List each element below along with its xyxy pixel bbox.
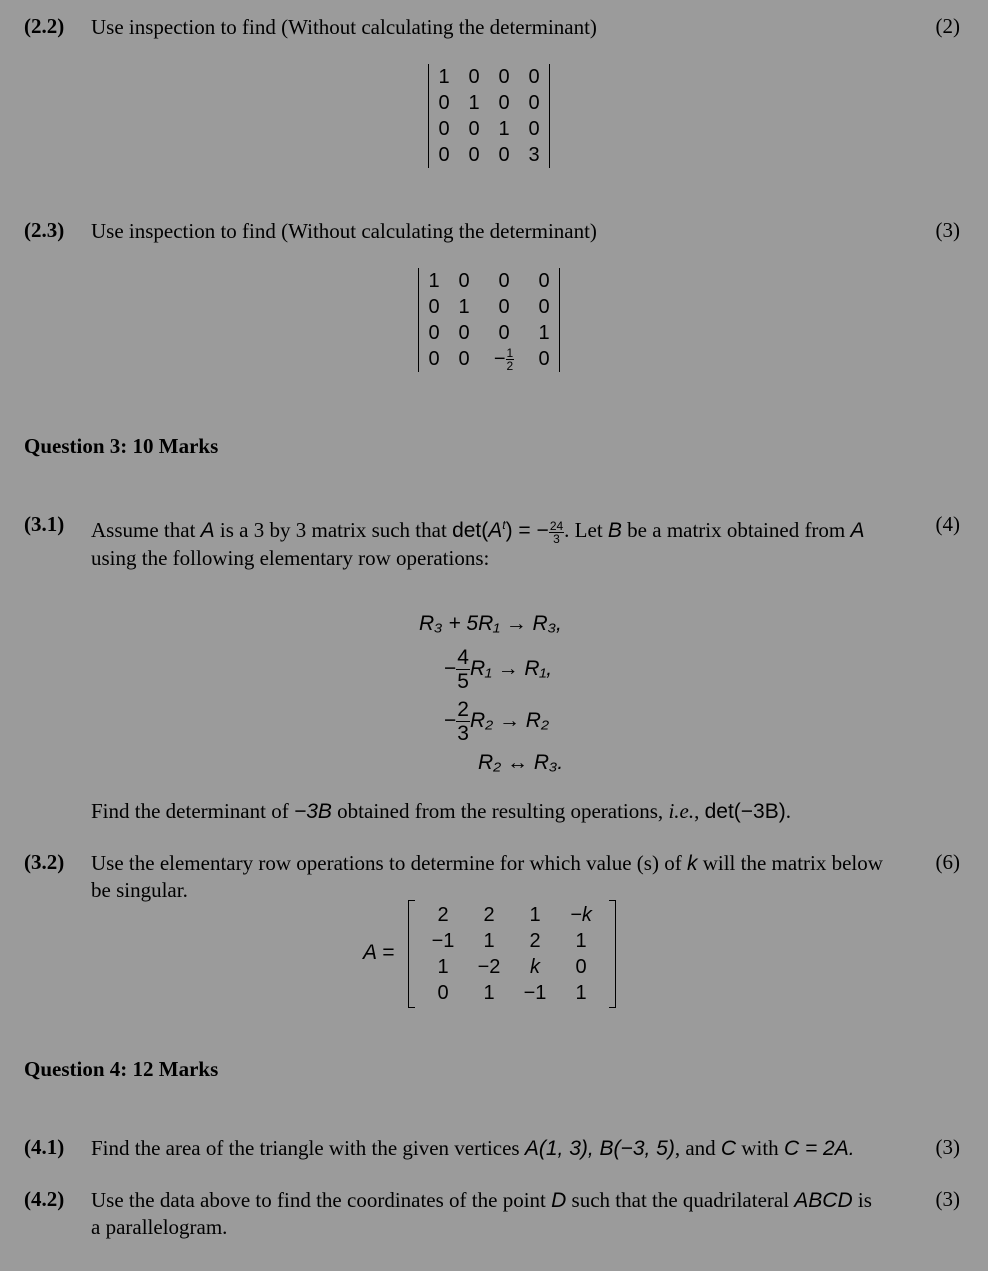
matrix-cell: 1 [483, 981, 495, 1004]
matrix-cell: 0 [498, 143, 510, 166]
matrix-cell: 0 [528, 65, 540, 88]
matrix-row [420, 954, 604, 980]
fraction-denominator: 5 [457, 670, 469, 693]
text-run: be a matrix obtained from [621, 518, 851, 542]
text-run: , [694, 799, 705, 823]
matrix-row [429, 64, 550, 90]
matrix-cell: −k [570, 903, 592, 926]
matrix-cell: 0 [468, 143, 480, 166]
matrix-cell: 0 [538, 295, 550, 318]
matrix-cell: 0 [498, 269, 510, 292]
text-run: is a 3 by 3 matrix such that [214, 518, 453, 542]
matrix-row [419, 346, 560, 372]
matrix-row [420, 980, 604, 1006]
math-var: k [686, 852, 698, 875]
fraction-numerator: 4 [457, 646, 469, 669]
text-run: , and [674, 1136, 721, 1160]
text-run: . Let [564, 518, 608, 542]
heading-title: Question 3 [24, 434, 121, 458]
question-text: Use inspection to find (Without calculating the determinant) [91, 219, 597, 243]
matrix-cell: 0 [438, 117, 450, 140]
matrix-cell: 1 [437, 955, 449, 978]
fraction [456, 646, 470, 693]
math-text: −3B [293, 800, 332, 823]
fraction-denominator: 3 [457, 722, 469, 745]
matrix-a-label [363, 941, 394, 965]
text-run: . [785, 799, 791, 823]
text-run: with [736, 1136, 784, 1160]
matrix-cell: 1 [575, 929, 587, 952]
text-run: Use the data above to find the coordinates of the point [91, 1188, 552, 1212]
matrix-row [429, 116, 550, 142]
question-number: (4.2) [24, 1187, 65, 1211]
operation-text: R₁ → R₁, [469, 657, 553, 681]
heading-title: Question 4 [24, 1057, 121, 1081]
operation-3 [444, 698, 549, 745]
matrix-cell: 1 [438, 65, 450, 88]
question-text [91, 850, 906, 903]
matrix-cell [479, 346, 529, 372]
operation-4: R₂ ↔ R₃. [478, 751, 564, 774]
text-run: a parallelogram. [91, 1215, 228, 1239]
question-text: Use inspection to find (Without calculating the determinant) [91, 15, 597, 39]
question-text [91, 798, 891, 825]
determinant-2-2 [428, 64, 550, 168]
question-number: (3.1) [24, 512, 65, 536]
matrix-row [419, 320, 560, 346]
matrix-cell: 0 [498, 91, 510, 114]
fraction-numerator: 2 [457, 698, 469, 721]
heading-marks: : 12 Marks [120, 1057, 219, 1081]
text-run: Assume that [91, 518, 201, 542]
operation-1: R₃ + 5R₁ → R₃, [419, 612, 562, 635]
determinant-2-3 [418, 268, 560, 372]
matrix-cell: 2 [437, 903, 449, 926]
operation-2 [444, 646, 552, 693]
matrix-3-2 [408, 902, 616, 1006]
matrix-row [419, 294, 560, 320]
question-number: (3.2) [24, 850, 65, 874]
matrix-cell: 0 [458, 321, 470, 344]
math-var: A [200, 519, 215, 542]
matrix-row [429, 90, 550, 116]
matrix-cell: 0 [458, 347, 470, 370]
text-run: be singular. [91, 878, 188, 902]
matrix-cell: −1 [431, 929, 455, 952]
text-run: i.e. [668, 799, 695, 823]
matrix-cell: 0 [538, 269, 550, 292]
question-number: (2.2) [24, 14, 65, 38]
question-number: (2.3) [24, 218, 65, 242]
text-run: Find the area of the triangle with the given vertices [91, 1136, 525, 1160]
matrix-cell: 0 [575, 955, 587, 978]
matrix-lhs: A = [363, 941, 395, 964]
text-run: will the matrix below [697, 851, 883, 875]
math-var: C [720, 1137, 737, 1160]
matrix-cell: 0 [428, 295, 440, 318]
matrix-cell: 0 [438, 91, 450, 114]
question-marks: (6) [935, 850, 960, 874]
text-run: such that the quadrilateral [566, 1188, 795, 1212]
question-text [91, 1187, 906, 1240]
fraction [506, 347, 515, 372]
matrix-cell: 0 [458, 269, 470, 292]
question-marks: (3) [935, 218, 960, 242]
math-var: A [488, 519, 503, 542]
matrix-cell: 2 [483, 903, 495, 926]
matrix-cell: 0 [498, 295, 510, 318]
math-var: D [551, 1189, 567, 1212]
text-run: is [852, 1188, 872, 1212]
heading-marks: : 10 Marks [120, 434, 219, 458]
math-var: B [607, 519, 622, 542]
minus-sign: − [493, 347, 506, 370]
matrix-cell: 2 [529, 929, 541, 952]
math-text: A(1, 3), B(−3, 5) [524, 1137, 675, 1160]
matrix-cell: 0 [528, 117, 540, 140]
text-run: obtained from the resulting operations, [331, 799, 669, 823]
matrix-cell: 0 [498, 65, 510, 88]
matrix-cell: 1 [529, 903, 541, 926]
matrix-cell: 1 [428, 269, 440, 292]
math-text: det(−3B) [704, 800, 786, 823]
matrix-cell: 1 [458, 295, 470, 318]
matrix-cell: 0 [528, 91, 540, 114]
matrix-cell: 1 [538, 321, 550, 344]
math-var: A [850, 519, 865, 542]
matrix-cell: 3 [528, 143, 540, 166]
question-number: (4.1) [24, 1135, 65, 1159]
fraction [456, 698, 470, 745]
matrix-row [419, 268, 560, 294]
matrix-cell: 0 [428, 347, 440, 370]
fraction-denominator: 2 [506, 358, 514, 373]
matrix-cell: 0 [468, 117, 480, 140]
matrix-cell: −2 [477, 955, 501, 978]
question-text [91, 512, 911, 571]
math-text: ) = − [505, 519, 549, 542]
matrix-cell: 0 [538, 347, 550, 370]
minus-sign: − [444, 657, 457, 681]
matrix-cell: 0 [428, 321, 440, 344]
question-marks: (3) [935, 1135, 960, 1159]
math-text: C = 2A. [783, 1137, 855, 1160]
matrix-row [420, 928, 604, 954]
math-var: ABCD [794, 1189, 853, 1212]
matrix-cell: 1 [575, 981, 587, 1004]
matrix-row [420, 902, 604, 928]
question-text [91, 1135, 891, 1162]
matrix-cell: 0 [438, 143, 450, 166]
matrix-cell: 1 [483, 929, 495, 952]
question-marks: (2) [935, 14, 960, 38]
matrix-cell: 0 [498, 321, 510, 344]
matrix-cell: 0 [468, 65, 480, 88]
text-run: Find the determinant of [91, 799, 294, 823]
matrix-cell: 1 [498, 117, 510, 140]
fraction-numerator: 24 [549, 518, 564, 533]
fraction-numerator: 1 [506, 345, 514, 360]
operation-text: R₂ → R₂ [469, 709, 549, 733]
matrix-row [429, 142, 550, 168]
fraction [549, 520, 564, 545]
matrix-cell: 0 [437, 981, 449, 1004]
matrix-cell: 1 [468, 91, 480, 114]
matrix-cell: −1 [523, 981, 547, 1004]
math-text: det( [452, 519, 489, 542]
question-marks: (3) [935, 1187, 960, 1211]
math-superscript: t [502, 518, 506, 532]
text-run: using the following elementary row operations: [91, 545, 490, 570]
fraction-denominator: 3 [553, 531, 560, 546]
question-marks: (4) [935, 512, 960, 536]
matrix-cell: k [530, 955, 540, 978]
minus-sign: − [444, 709, 457, 733]
text-run: Use the elementary row operations to determine for which value (s) of [91, 851, 687, 875]
